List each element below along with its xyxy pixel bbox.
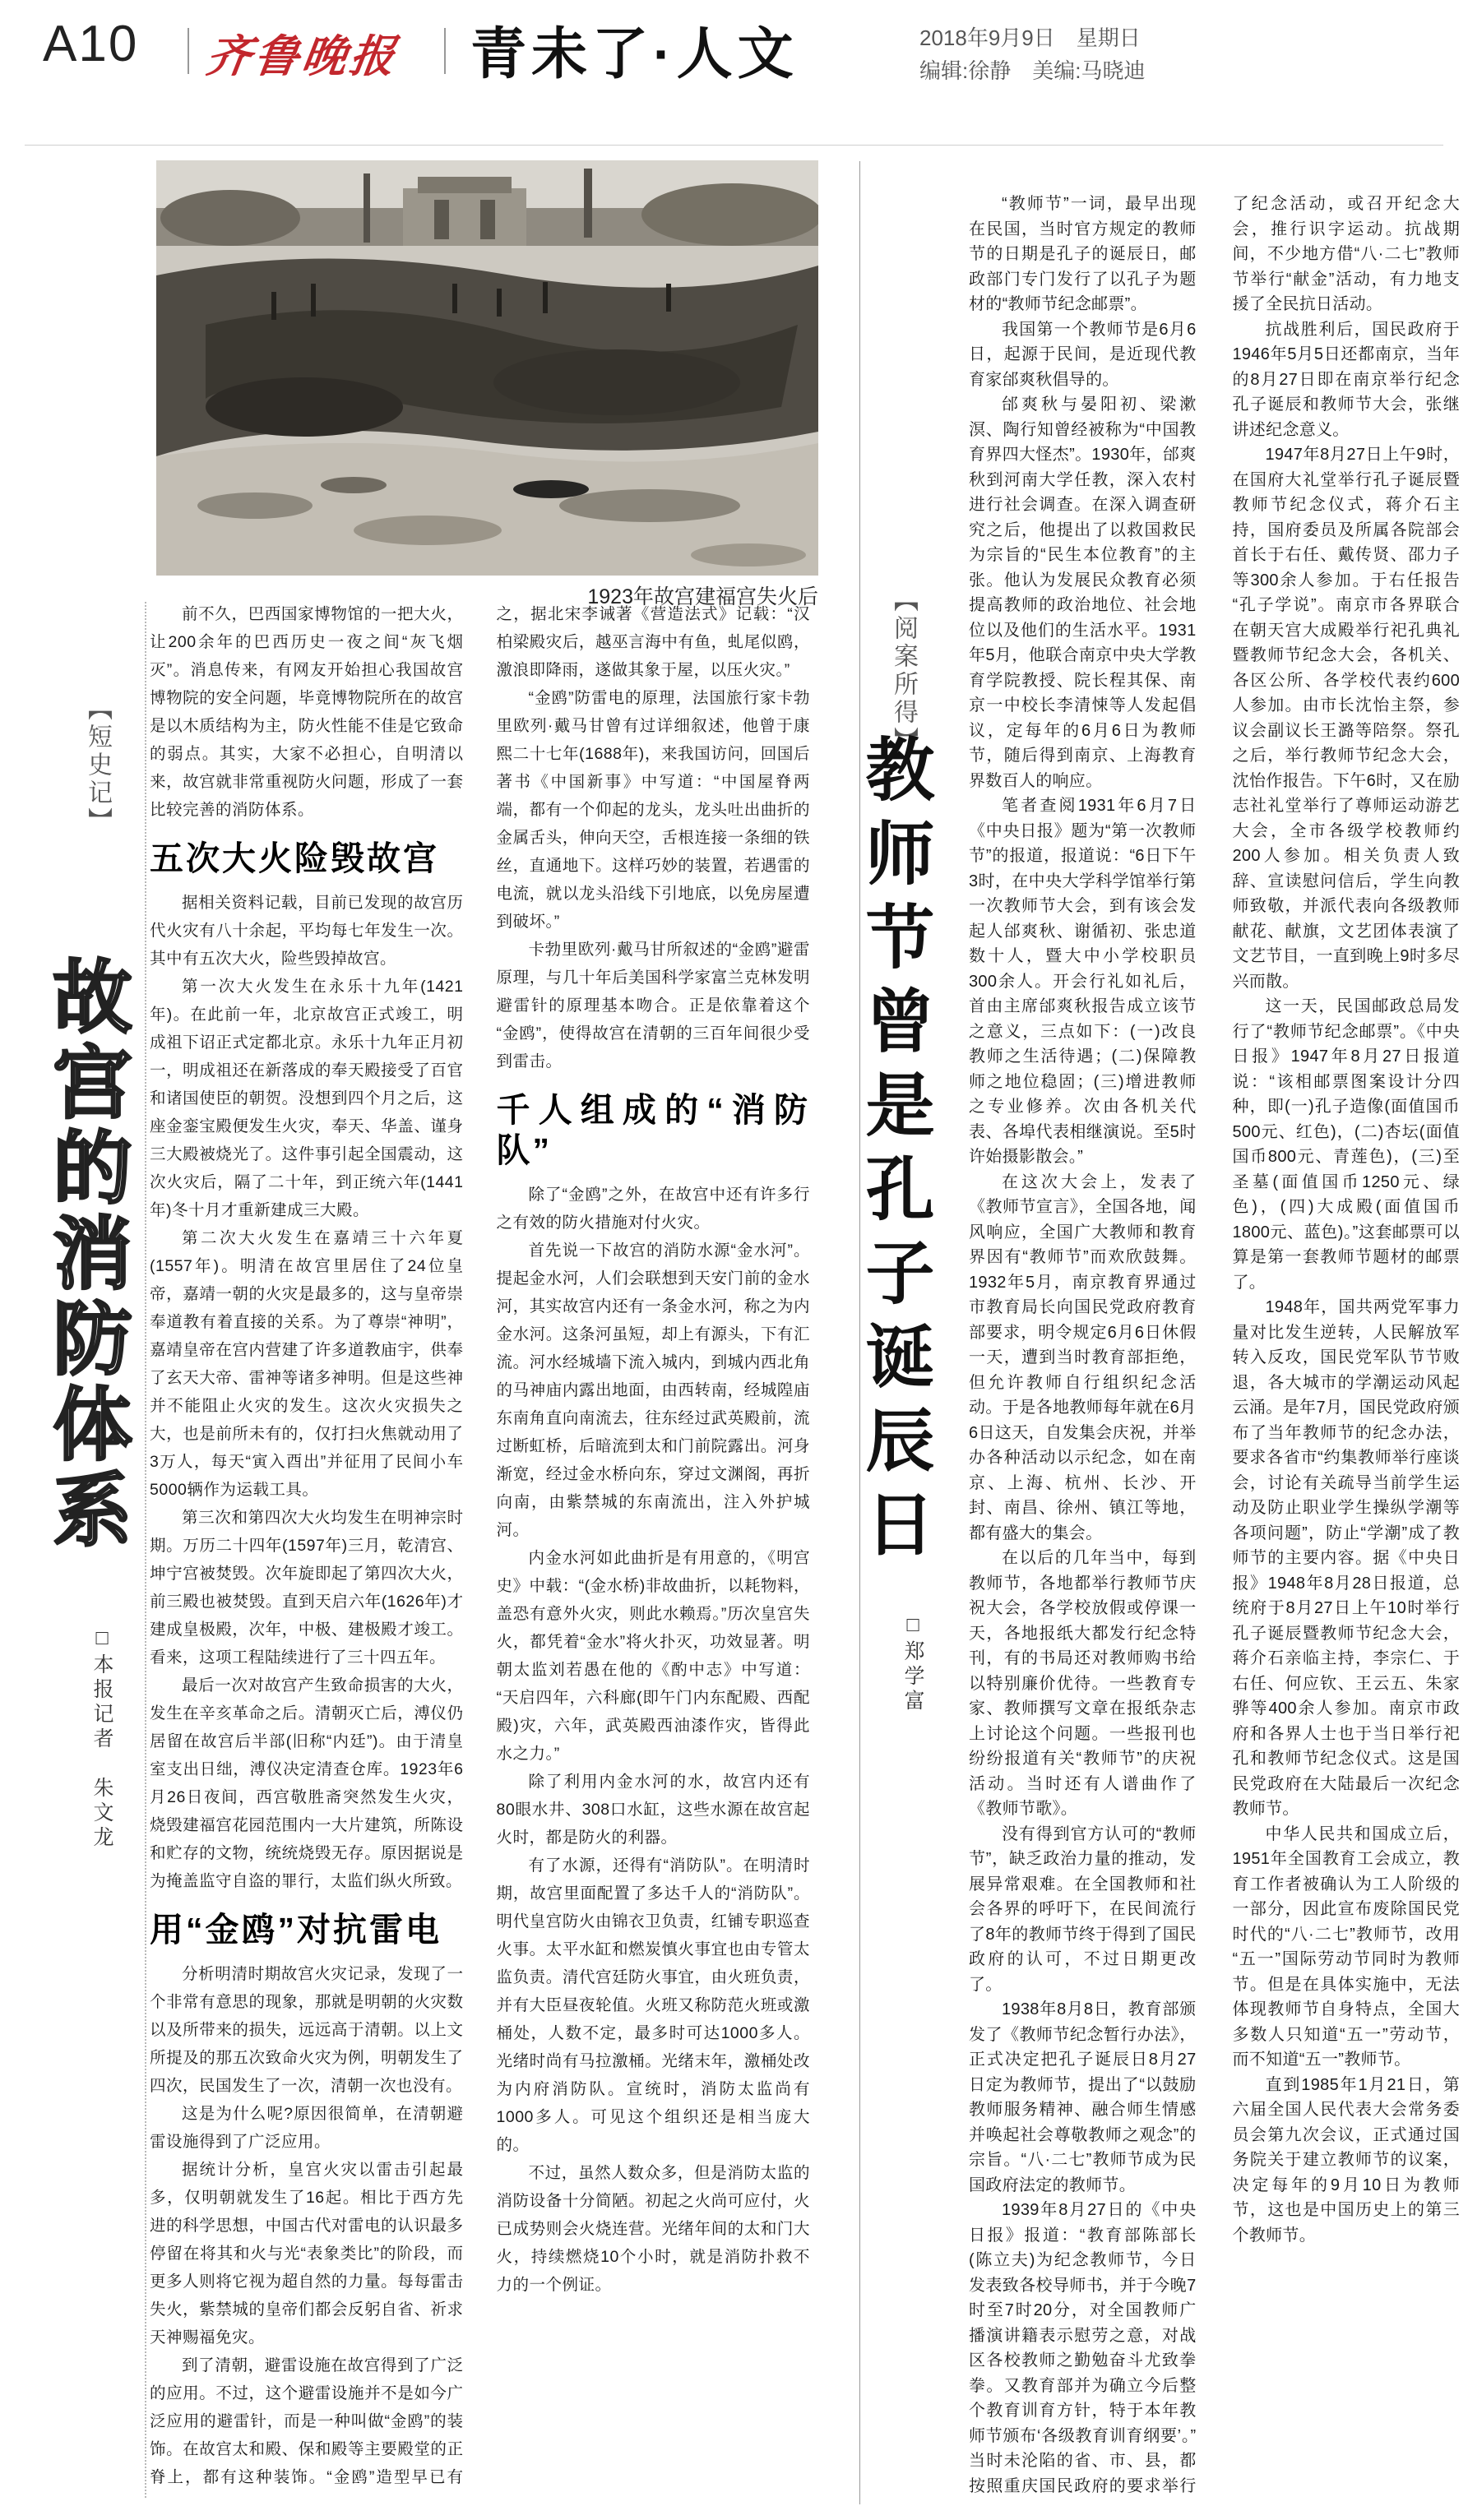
body-paragraph: “教师节”一词，最早出现在民国，当时官方规定的教师节的日期是孔子的诞辰日，邮政部门专门发行了以孔子为题材的“教师节纪念邮票”。 xyxy=(969,195,1197,313)
right-article-title: 教师节曾是孔子诞辰日 xyxy=(856,733,933,1572)
header-rule xyxy=(25,145,1443,146)
body-paragraph: 不过，虽然人数众多，但是消防太监的消防设备十分简陋。初起之火尚可应付，火已成势则会火烧连营。光绪年间的太和门大火，持续燃烧10个小时，就是消防扑救不力的一个例证。 xyxy=(496,2164,810,2295)
editors-line: 编辑:徐静 美编:马晓迪 xyxy=(919,58,1146,83)
page-header xyxy=(0,0,1468,148)
body-paragraph: 第三次和第四次大火均发生在明神宗时期。万历二十四年(1597年)三月，乾清宫、坤宁宫被焚毁。次年旋即起了第四次大火，前三殿也被焚毁。直到天启六年(1626年)才建成皇极殿，次年，中极、建极殿才竣工。看来，这项工程陆续进行了三十四五年。 xyxy=(150,1509,464,1667)
page-code: A10 xyxy=(43,16,139,72)
body-paragraph: 前不久，巴西国家博物馆的一把大火，让200余年的巴西历史一夜之间“灰飞烟灭”。消息传来，有网友开始担心我国故宫博物院的安全问题，毕竟博物院所在的故宫是以木质结构为主，防火性能不佳是它致命的弱点。其实，大家不必担心，自明清以来，故宫就非常重视防火问题，形成了一套比较完善的消防体系。 xyxy=(150,605,464,819)
body-paragraph: 到了清朝，避雷设施在故宫得到了广泛的应用。不过，这个避雷设施并不是如今广泛应用的避雷针，而是一种叫做“金鸥”的装饰。在故宫太和殿、保和殿等主要殿堂的正脊上，都有这种装饰。“金鸥”造型早已有之，据北宋李诫著《营造法式》记载：“汉柏梁殿灾后，越巫言海中有鱼，虬尾似鸥，激浪即降雨，遂做其象于屋，以压火灾。” xyxy=(150,605,810,2487)
body-paragraph: 第一次大火发生在永乐十九年(1421年)。在此前一年，北京故宫正式竣工，明成祖下诏正式定都北京。永乐十九年正月初一，明成祖还在新落成的奉天殿接受了百官和诸国使臣的朝贺。没想到四个月之后，这座金銮宝殿便发生火灾，奉天、华盖、谨身三大殿被烧光了。这件事引起全国震动，这次火灾后，隔了二十年，到正统六年(1441年)冬十月才重新建成三大殿。 xyxy=(150,978,464,1220)
body-paragraph: 邰爽秋与晏阳初、梁漱溟、陶行知曾经被称为“中国教育界四大怪杰”。1930年，邰爽秋到河南大学任教，深入农村进行社会调查。在深入调查研究之后，他提出了以救国救民为宗旨的“民生本位教育”的主张。他认为发展民众教育必须提高教师的政治地位、社会地位以及他们的生活水平。1931年5月，他联合南京中央大学教育学院教授、院长程其保、南京一中校长李清悚等人发起倡议，定每年的6月6日为教师节，随后得到南京、上海教育界数百人的响应。 xyxy=(969,395,1197,790)
body-paragraph: 有了水源，还得有“消防队”。在明清时期，故宫里面配置了多达千人的“消防队”。明代皇宫防火由锦衣卫负责，红铺专职巡查火事。太平水缸和燃炭慎火事宜也由专管太监负责。清代宫廷防火事宜，由火班负责，并有大臣昼夜轮值。火班又称防范火班或激桶处，人数不定，最多时可达1000多人。光绪时尚有马拉激桶。光绪末年，激桶处改为内府消防队。宣统时，消防太监尚有1000多人。可见这个组织还是相当庞大的。 xyxy=(496,1856,810,2155)
body-paragraph: 1939年8月27日的《中央日报》报道：“教育部陈部长(陈立夫)为纪念教师节，今日发表致各校导师书，并于今晚7时至7时20分，对全国教师广播演讲籍表示慰劳之意，对战区各校教师之勤勉奋斗尤致拳拳。又教育部并为确立今后整个教育训育方针，特于本年教师节颁布‘各级教育训育纲要’。”当时未沦陷的省、市、县，都按照重庆国民政府的要求举行了纪念活动，或召开纪念大会，推行识字运动。抗战期间，不少地方借“八·二七”教师节举行“献金”活动，有力地支援了全民抗日活动。 xyxy=(969,195,1460,2495)
date-line: 2018年9月9日 星期日 xyxy=(919,25,1141,50)
body-paragraph: 据相关资料记载，目前已发现的故宫历代火灾有八十余起，平均每七年发生一次。其中有五次大火，险些毁掉故宫。 xyxy=(150,894,464,969)
body-paragraph: 笔者查阅1931年6月7日《中央日报》题为“第一次教师节”的报道，报道说：“6日下午3时，在中央大学科学馆举行第一次教师节大会，到有该会发起人邰爽秋、谢循初、张忠道数十人，暨大中小学校职员300余人。开会行礼如礼后，首由主席邰爽秋报告成立该节之意义，三点如下：(一)改良教师之生活待遇；(二)保障教师之地位稳固；(三)增进教师之专业修养。次由各机关代表、各埠代表相继演说。至5时许始摄影散会。” xyxy=(969,797,1197,1166)
body-paragraph: 在以后的几年当中，每到教师节，各地都举行教师节庆祝大会，各学校放假或停课一天，各地报纸大都发行纪念特刊，有的书局还对教师购书给以特别廉价优待。一些教育专家、教师撰写文章在报纸杂志上讨论这个问题。一些报刊也纷纷报道有关“教师节”的庆祝活动。当时还有人谱曲作了《教师节歌》。 xyxy=(969,1549,1197,1818)
header-divider xyxy=(188,28,189,74)
right-article-byline: □郑学富 xyxy=(901,1613,924,1714)
subheading: 千人组成的“消防队” xyxy=(496,1091,810,1170)
photo-caption: 1923年故宫建福宫失火后 xyxy=(587,585,818,608)
body-paragraph: 卡勃里欧列·戴马甘所叙述的“金鸥”避雷原理，与几十年后美国科学家富兰克林发明避雷针的原理基本吻合。正是依靠着这个“金鸥”，使得故宫在清朝的三百年间很少受到雷击。 xyxy=(496,941,810,1070)
body-paragraph: 这一天，民国邮政总局发行了“教师节纪念邮票”。《中央日报》1947年8月27日报道说：“该相邮票图案设计分四种，即(一)孔子造像(面值国币500元、红色)，(二)杏坛(面值国币800元、青莲色)，(三)至圣墓(面值国币1250元、绿色)，(四)大成殿(面值国币1800元、蓝色)。”这套邮票可以算是第一套教师节题材的邮票了。 xyxy=(1232,997,1460,1292)
body-paragraph: 没有得到官方认可的“教师节”，缺乏政治力量的推动，发展异常艰难。在全国教师和社会各界的呼吁下，在民间流行了8年的教师节终于得到了国民政府的认可，不过日期更改了。 xyxy=(969,1824,1197,1994)
article-photo xyxy=(156,160,818,576)
body-paragraph: 最后一次对故宫产生致命损害的大火，发生在辛亥革命之后。清朝灭亡后，溥仪仍居留在故宫后半部(旧称“内廷”)。由于清皇室支出日绌，溥仪决定清查仓库。1923年6月26日夜间，西宫敬胜斋突然发生火灾，烧毁建福宫花园范围内一大片建筑，所陈设和贮存的文物，统统烧毁无存。原因据说是为掩盖监守自盗的罪行，太监们纵火所致。 xyxy=(150,1676,464,1891)
section-title: 青未了·人文 xyxy=(470,23,799,86)
body-paragraph: 我国第一个教师节是6月6日，起源于民间，是近现代教育家邰爽秋倡导的。 xyxy=(969,320,1197,389)
body-paragraph: 1938年8月8日，教育部颁发了《教师节纪念暂行办法》，正式决定把孔子诞辰日8月27日定为教师节，提出了“以鼓励教师服务精神、融合师生情感并唤起社会尊敬教师之观念”的宗旨。“八·二七”教师节成为民国政府法定的教师节。 xyxy=(969,2000,1197,2194)
body-paragraph: 这是为什么呢?原因很简单，在清朝避雷设施得到了广泛应用。 xyxy=(150,2105,464,2152)
body-paragraph: 除了“金鸥”之外，在故宫中还有许多行之有效的防火措施对付火灾。 xyxy=(496,1186,810,1232)
body-paragraph: 直到1985年1月21日，第六届全国人民代表大会常务委员会第九次会议，正式通过国务院关于建立教师节的议案，决定每年的9月10日为教师节，这也是中国历史上的第三个教师节。 xyxy=(1232,2075,1460,2245)
body-paragraph: 在这次大会上，发表了《教师节宣言》，全国各地，闻风响应，全国广大教师和教育界因有“教师节”而欢欣鼓舞。1932年5月，南京教育界通过市教育局长向国民党政府教育部要求，明令规定6月6日休假一天，遭到当时教育部拒绝，但允许教师自行组织纪念活动。于是各地教师每年就在6月6日这天，自发集会庆祝，并举办各种活动以示纪念，如在南京、上海、杭州、长沙、开封、南昌、徐州、镇江等地，都有盛大的集会。 xyxy=(969,1172,1197,1542)
photo-illustration xyxy=(156,160,818,576)
right-column-label: 【阅案所得】 xyxy=(890,587,917,755)
left-column-label: 【短史记】 xyxy=(84,696,111,835)
body-paragraph: 内金水河如此曲折是有用意的，《明宫史》中载：“(金水桥)非故曲折，以耗物料，盖恐有意外火灾，则此水赖焉。”历次皇宫失火，都凭着“金水”将火扑灭，功效显著。明朝太监刘若愚在他的《酌中志》中写道：“天启四年，六科廊(即午门内东配殿、西配殿)灾，六年，武英殿西油漆作灾，皆得此水之力。” xyxy=(496,1549,810,1764)
right-article-body xyxy=(969,192,1460,2504)
body-paragraph: 抗战胜利后，国民政府于1946年5月5日还都南京，当年的8月27日即在南京举行纪念孔子诞辰和教师节大会，张继讲述纪念意义。 xyxy=(1232,320,1460,439)
left-article-body xyxy=(150,600,810,2501)
body-paragraph: 第二次大火发生在嘉靖三十六年夏(1557年)。明清在故宫里居住了24位皇帝，嘉靖一朝的火灾是最多的，这与皇帝崇奉道教有着直接的关系。为了尊崇“神明”，嘉靖皇帝在宫内营建了许多道教庙宇，供奉了玄天大帝、雷神等诸多神明。但是这些神并不能阻止火灾的发生。这次火灾损失之大，也是前所未有的，仅打扫火焦就动用了3万人，每天“寅入酉出”并征用了民间小车5000辆作为运载工具。 xyxy=(150,1229,464,1500)
body-paragraph: “金鸥”防雷电的原理，法国旅行家卡勃里欧列·戴马甘曾有过详细叙述，他曾于康熙二十七年(1688年)，来我国访问，回国后著书《中国新事》中写道：“中国屋脊两端，都有一个仰起的龙头，龙头吐出曲折的金属舌头，伸向天空，舌根连接一条细的铁丝，直通地下。这样巧妙的装置，若遇雷的电流，就以龙头沿线下引地底，以免房屋遭到破坏。” xyxy=(496,689,810,931)
subheading: 用“金鸥”对抗雷电 xyxy=(150,1911,442,1949)
column-divider-dotted xyxy=(145,602,146,2498)
body-paragraph: 据统计分析，皇宫火灾以雷击引起最多，仅明朝就发生了16起。相比于西方先进的科学思想，中国古代对雷电的认识最多停留在将其和火与光“表象类比”的阶段，而更多人则将它视为超自然的力量。每每雷击失火，紫禁城的皇帝们都会反躬自省、祈求天神赐福免灾。 xyxy=(150,2161,464,2347)
body-paragraph: 中华人民共和国成立后，1951年全国教育工会成立，教育工作者被确认为工人阶级的一部分，因此宣布废除国民党时代的“八·二七”教师节，改用“五一”国际劳动节同时为教师节。但是在具体实施中，无法体现教师节自身特点，全国大多数人只知道“五一”劳动节，而不知道“五一”教师节。 xyxy=(1232,1824,1460,2069)
header-divider xyxy=(444,28,446,74)
date-editors-block xyxy=(919,21,1145,87)
body-paragraph: 分析明清时期故宫火灾记录，发现了一个非常有意思的现象，那就是明朝的火灾数以及所带来的损失，远远高于清朝。以上文所提及的那五次致命火灾为例，明朝发生了四次，民国发生了一次，清朝一次也没有。 xyxy=(150,1965,464,2096)
left-article-byline: □本报记者 朱文龙 xyxy=(90,1626,113,1851)
body-paragraph: 1947年8月27日上午9时，在国府大礼堂举行孔子诞辰暨教师节纪念仪式，蒋介石主持，国府委员及所属各院部会首长于右任、戴传贤、邵力子等300余人参加。于右任报告“孔子学说”。南京市各界联合在朝天宫大成殿举行祀孔典礼暨教师节纪念大会，各机关、各区公所、各学校代表约600人参加。由市长沈怡主祭，参议会副议长王潞等陪祭。祭孔之后，举行教师节纪念大会，沈怡作报告。下午6时，又在励志社礼堂举行了尊师运动游艺大会，全市各级学校教师约200人参加。相关负责人致辞、宣读慰问信后，学生向教师致敬，并派代表向各级教师献花、献旗，文艺团体表演了文艺节目，一直到晚上9时多尽兴而散。 xyxy=(1232,446,1460,991)
masthead-logo: 齐鲁晚报 xyxy=(203,32,401,81)
subheading: 五次大火险毁故宫 xyxy=(150,839,439,877)
body-paragraph: 首先说一下故宫的消防水源“金水河”。提起金水河，人们会联想到天安门前的金水河，其实故宫内还有一条金水河，称之为内金水河。这条河虽短，却上有源头，下有汇流。河水经城墙下流入城内，到城内西北角的马神庙内露出地面，由西转南，经城隍庙东南角直向南流去，往东经过武英殿前，流过断虹桥，后暗流到太和门前院露出。河身渐宽，经过金水桥向东，穿过文渊阁，再折向南，由紫禁城的东南流出，注入外护城河。 xyxy=(496,1242,810,1540)
body-paragraph: 1948年，国共两党军事力量对比发生逆转，人民解放军转入反攻，国民党军队节节败退，各大城市的学潮运动风起云涌。是年7月，国民党政府颁布了当年教师节的纪念办法，要求各省市“约集教师举行座谈会，讨论有关疏导当前学生运动及防止职业学生操纵学潮等各项问题”，防止“学潮”成了教师节的主要内容。据《中央日报》1948年8月28日报道，总统府于8月27日上午10时举行孔子诞辰暨教师节纪念大会，蒋介石亲临主持，李宗仁、于右任、何应钦、王云五、朱家骅等400余人参加。南京市政府和各界人士也于当日举行祀孔和教师节纪念仪式。这是国民党政府在大陆最后一次纪念教师节。 xyxy=(1232,1298,1460,1818)
body-paragraph: 除了利用内金水河的水，故宫内还有80眼水井、308口水缸，这些水源在故宫起火时，都是防火的利器。 xyxy=(496,1773,810,1847)
left-article-title: 故宫的消防体系 xyxy=(42,955,130,1554)
